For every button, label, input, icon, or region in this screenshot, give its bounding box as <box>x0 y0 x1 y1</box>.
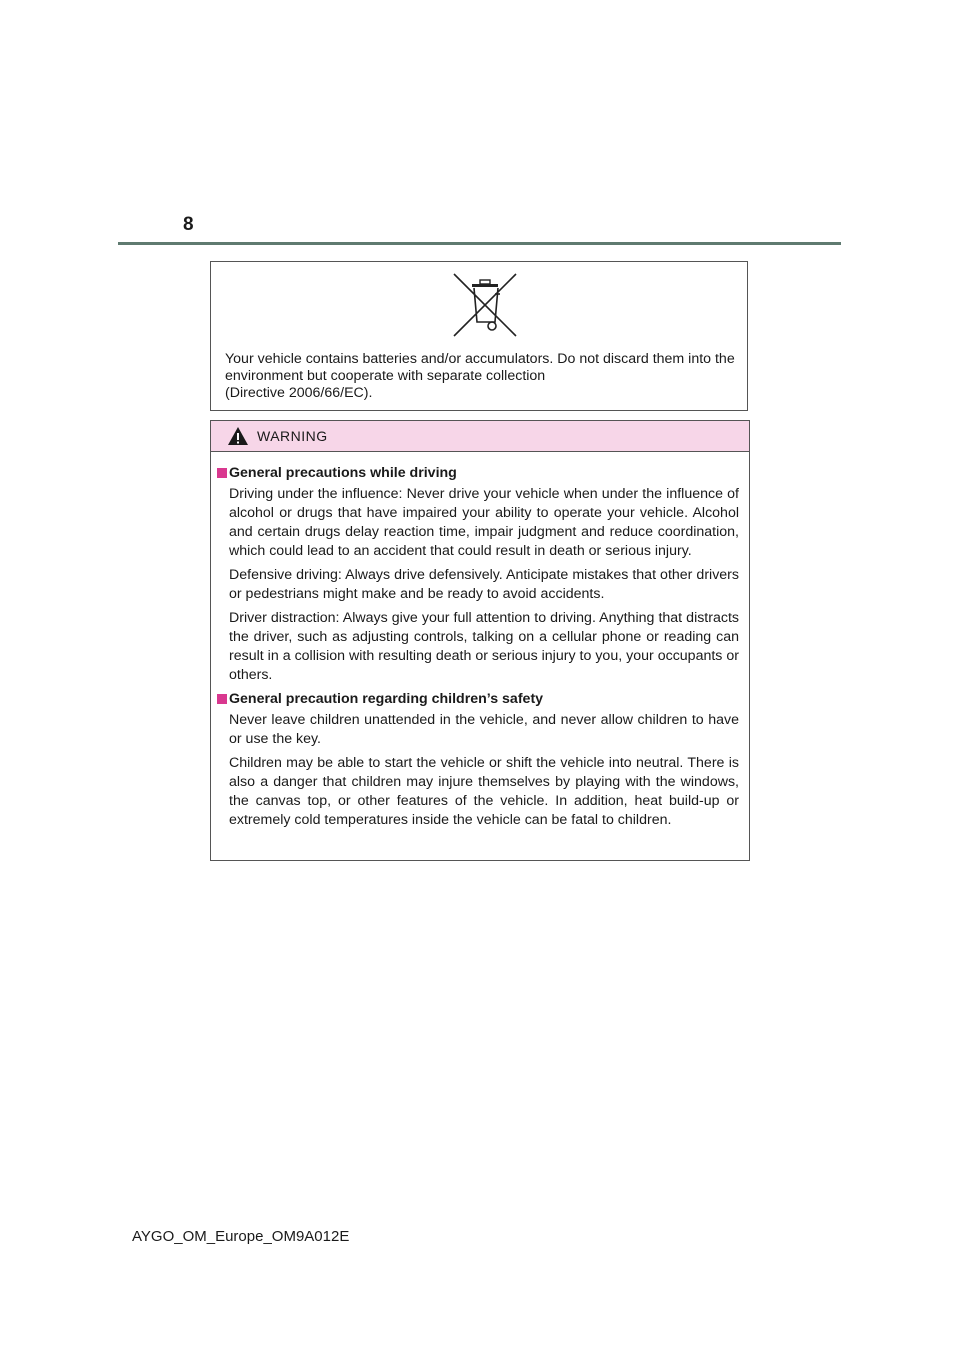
warning-triangle-icon <box>227 426 249 446</box>
recycle-notice-directive: (Directive 2006/66/EC). <box>225 385 373 401</box>
recycle-notice-main: Your vehicle contains batteries and/or accumulators. Do not discard them into the environment but cooperate with separate collection <box>225 351 735 384</box>
paragraph-defensive-driving: Defensive driving: Always drive defensively. Anticipate mistakes that other drivers or pedestrians might make and be ready to avoid accidents. <box>229 567 739 602</box>
paragraph-driver-distraction: Driver distraction: Always give your full attention to driving. Anything that distracts the driver, such as adjusting controls, talking on a cellular phone or reading can result in a collision with resulting death or serious injury to you, your occupants or others. <box>229 610 739 683</box>
square-bullet-icon <box>217 694 227 704</box>
warning-body <box>211 452 749 830</box>
paragraph-children-danger: Children may be able to start the vehicle or shift the vehicle into neutral. There is also a danger that children may injure themselves by playing with the windows, the canvas top, or other features of the vehicle. In addition, heat build-up or extremely cold temperatures inside the vehicle can be fatal to children. <box>229 755 739 828</box>
footer-doc-code: AYGO_OM_Europe_OM9A012E <box>132 1228 350 1245</box>
page-number: 8 <box>183 214 194 235</box>
paragraph-under-influence: Driving under the influence: Never drive your vehicle when under the influence of alcohol or drugs that have impaired your ability to operate your vehicle. Alcohol and certain drugs delay reaction time, impair judgment and reduce coordination, which could lead to an accident that could result in death or serious injury. <box>229 486 739 559</box>
recycle-notice-text <box>225 351 747 402</box>
section-heading-children: General precaution regarding children’s safety <box>211 690 739 709</box>
warning-header <box>211 421 749 452</box>
recycle-notice-box <box>210 261 748 411</box>
warning-box <box>210 420 750 861</box>
warning-title: WARNING <box>257 428 328 444</box>
paragraph-children-unattended: Never leave children unattended in the vehicle, and never allow children to have or use the key. <box>229 712 739 747</box>
header-rule <box>118 242 841 245</box>
square-bullet-icon <box>217 468 227 478</box>
section-heading-driving: General precautions while driving <box>211 464 739 483</box>
crossed-out-wheelie-bin-icon <box>450 270 520 340</box>
